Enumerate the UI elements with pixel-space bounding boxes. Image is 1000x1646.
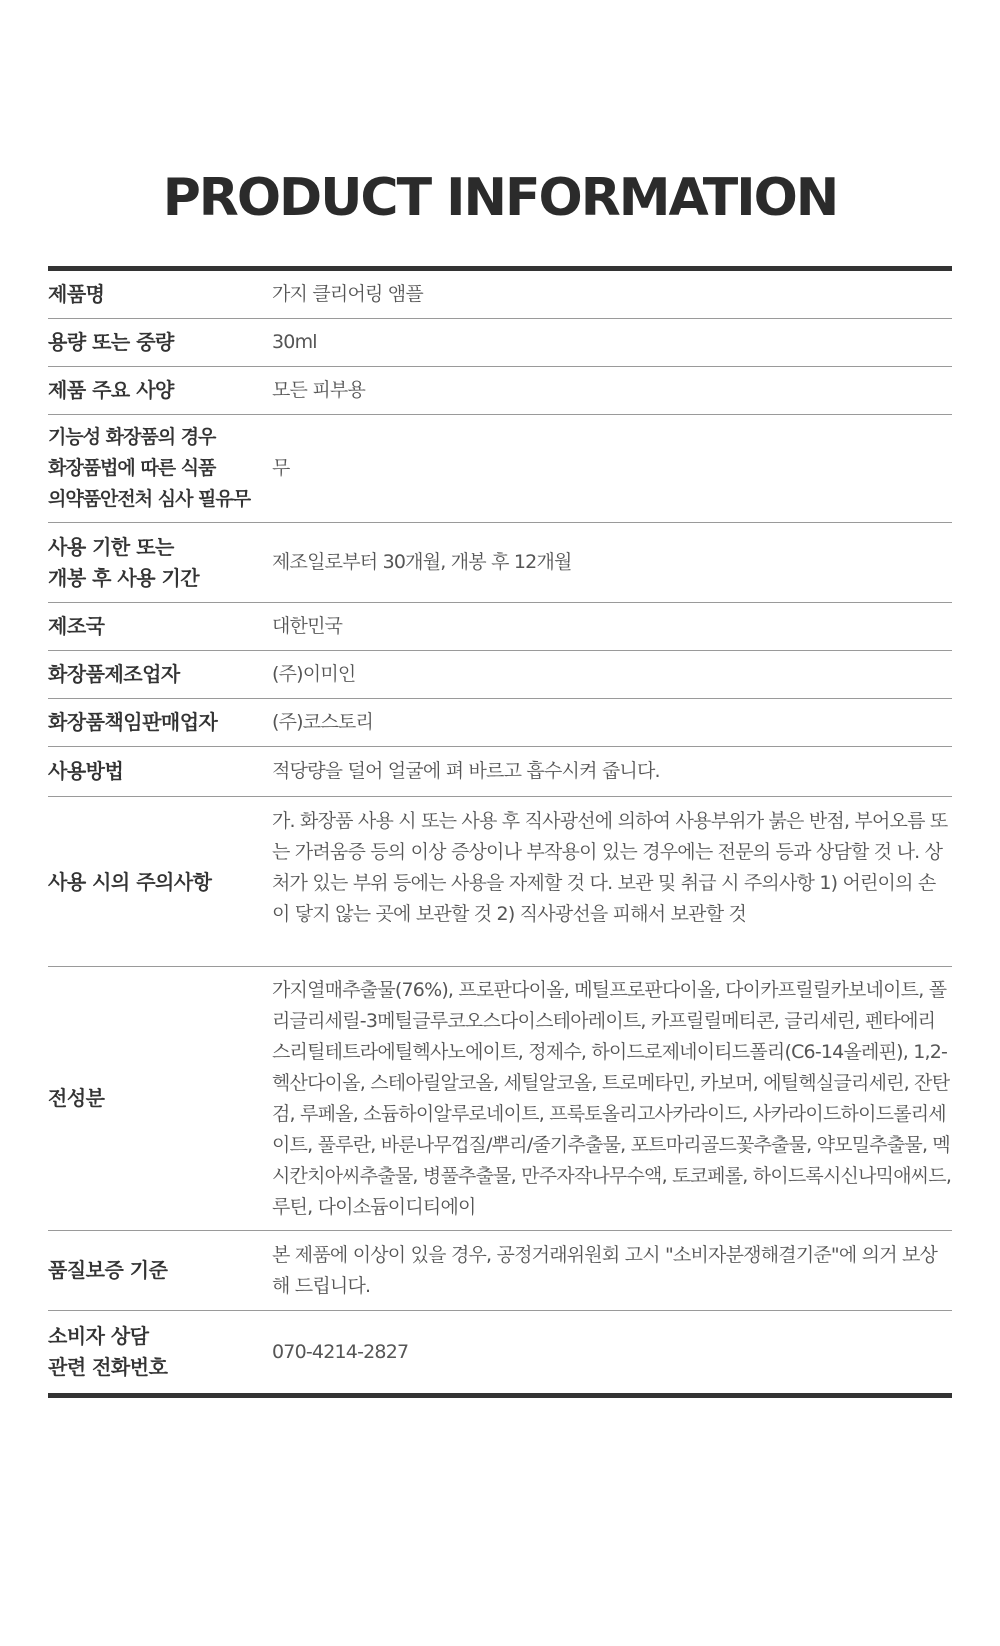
- table-row-country: [48, 603, 952, 651]
- table-row-usage: [48, 747, 952, 797]
- table-row-capacity: [48, 319, 952, 367]
- table-row-ingredients: [48, 967, 952, 1231]
- row-value: 본 제품에 이상이 있을 경우, 공정거래위원회 고시 "소비자분쟁해결기준"에 의거 보상해 드립니다.: [272, 1243, 938, 1297]
- row-value: (주)코스토리: [272, 711, 373, 733]
- row-value: 무: [272, 457, 290, 479]
- row-label: 화장품제조업자: [48, 662, 180, 686]
- table-row-expiry: [48, 523, 952, 603]
- row-label: 사용방법: [48, 759, 124, 783]
- row-label: 품질보증 기준: [48, 1258, 168, 1282]
- page-title: PRODUCT INFORMATION: [162, 168, 838, 228]
- table-row-product-name: [48, 271, 952, 319]
- table-row-consumer-contact: [48, 1311, 952, 1393]
- table-row-main-spec: [48, 367, 952, 415]
- table-row-precautions: [48, 797, 952, 967]
- table-row-distributor: [48, 699, 952, 747]
- row-value: 가지열매추출물(76%), 프로판다이올, 메틸프로판다이올, 다이카프릴릴카보네이트, 폴리글리세릴-3메틸글루코오스다이스테아레이트, 카프릴릴메티콘, 글리세린, 펜타에리스리틸테트라에틸헥사노에이트, 정제수, 하이드로제네이티드폴리(C6-14올레핀), 1,2-헥산다이올, 스테아릴알코올, 세틸알코올, 트로메타민, 카보머, 에틸헥실글리세린, 잔탄검, 루페올, 소듐하이알루로네이트, 프룩토올리고사카라이드, 사카라이드하이드롤리세이트, 풀루란, 바룬나무껍질/뿌리/줄기추출물, 포트마리골드꽃추출물, 약모밀추출물, 멕시칸치아씨추출물, 병풀추출물, 만주자작나무수액, 토코페롤, 하이드록시신나믹애씨드, 루틴, 다이소듐이디티에이: [272, 978, 952, 1218]
- row-label: 용량 또는 중량: [48, 330, 174, 354]
- row-value: 가지 클리어링 앰플: [272, 283, 423, 305]
- row-value: 대한민국: [272, 615, 343, 637]
- row-label: 기능성 화장품의 경우 화장품법에 따른 식품 의약품안전처 심사 필유무: [48, 426, 251, 510]
- row-label: 제조국: [48, 614, 105, 638]
- row-value: 070-4214-2827: [272, 1340, 409, 1363]
- row-value: 제조일로부터 30개월, 개봉 후 12개월: [272, 551, 572, 573]
- table-row-functional-review: [48, 415, 952, 523]
- row-value: 30ml: [272, 331, 317, 353]
- table-row-manufacturer: [48, 651, 952, 699]
- row-value: 가. 화장품 사용 시 또는 사용 후 직사광선에 의하여 사용부위가 붉은 반점, 부어오름 또는 가려움증 등의 이상 증상이나 부작용이 있는 경우에는 전문의 등과 상담할 것 나. 상처가 있는 부위 등에는 사용을 자제할 것 다. 보관 및 취급 시 주의사항 1) 어린이의 손이 닿지 않는 곳에 보관할 것 2) 직사광선을 피해서 보관할 것: [272, 810, 948, 925]
- row-label: 전성분: [48, 1086, 105, 1110]
- row-label: 제품명: [48, 282, 105, 306]
- row-label: 소비자 상담 관련 전화번호: [48, 1324, 168, 1379]
- row-label: 화장품책임판매업자: [48, 710, 218, 734]
- row-label: 사용 기한 또는 개봉 후 사용 기간: [48, 534, 200, 590]
- row-label: 사용 시의 주의사항: [48, 869, 212, 894]
- row-label: 제품 주요 사양: [48, 378, 174, 402]
- row-value: 적당량을 덜어 얼굴에 펴 바르고 흡수시켜 줍니다.: [272, 760, 660, 782]
- row-value: 모든 피부용: [272, 379, 366, 401]
- row-value: (주)이미인: [272, 663, 356, 685]
- table-row-quality-guarantee: [48, 1231, 952, 1311]
- product-info-table: [48, 266, 952, 1398]
